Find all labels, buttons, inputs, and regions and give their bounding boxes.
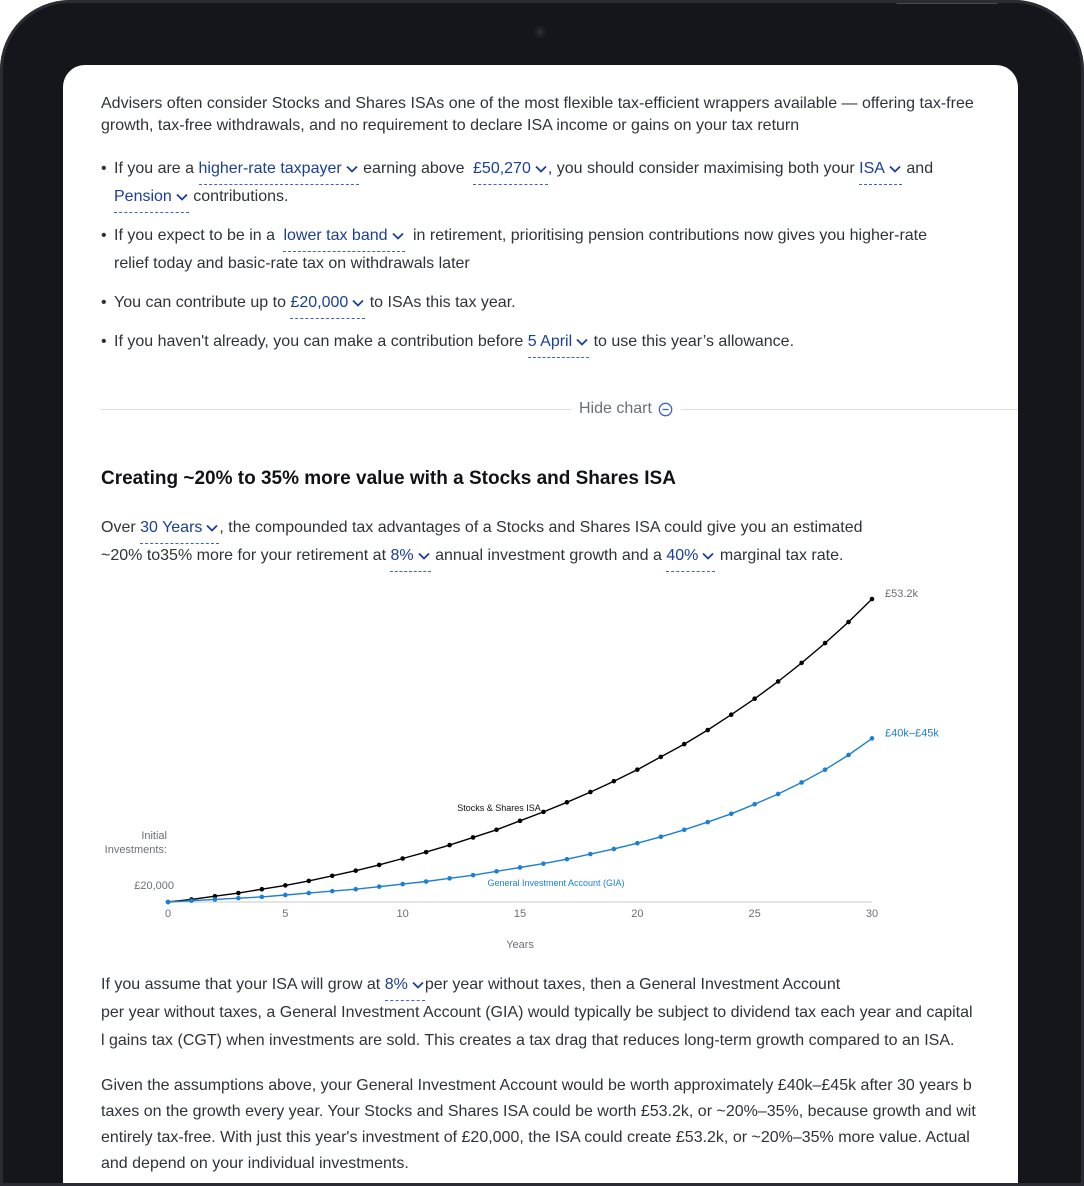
- chevron-down-icon: [351, 296, 365, 310]
- gia-data-point: [846, 753, 851, 758]
- isa-data-point: [447, 843, 452, 848]
- growth-rate-dropdown[interactable]: 8%: [390, 542, 430, 572]
- paragraph-3-line-1: Given the assumptions above, your General Investment Account would be worth approximately £40k–£45k after 30 years b: [101, 1077, 972, 1094]
- isa-data-point: [424, 850, 429, 855]
- gia-data-point: [494, 869, 499, 874]
- isa-data-point: [612, 779, 617, 784]
- years-dropdown[interactable]: 30 Years: [140, 514, 219, 544]
- isa-data-point: [823, 641, 828, 646]
- intro-line-2: growth, tax-free withdrawals, and no requirement to declare ISA income or gains on your tax return: [101, 117, 800, 134]
- y-start-label: £20,000: [134, 880, 174, 892]
- gia-data-point: [400, 882, 405, 887]
- isa-data-point: [705, 728, 710, 733]
- gia-series-label: General Investment Account (GIA): [487, 878, 625, 888]
- isa-data-point: [518, 819, 523, 824]
- isa-data-point: [541, 810, 546, 815]
- bullet-continuation: relief today and basic-rate tax on withdrawals later: [114, 255, 470, 272]
- gia-end-value-label: £40k–£45k: [885, 727, 939, 740]
- chevron-down-icon: [175, 190, 189, 204]
- screen: [63, 65, 1018, 1186]
- isa-data-point: [635, 767, 640, 772]
- allowance-dropdown[interactable]: £20,000: [290, 289, 365, 319]
- x-tick-label: 30: [865, 908, 879, 920]
- gia-data-point: [870, 736, 875, 741]
- gia-data-point: [189, 898, 194, 903]
- camera-icon: [534, 26, 546, 38]
- isa-data-point: [870, 597, 875, 602]
- x-tick-label: 25: [748, 908, 761, 920]
- chevron-down-icon: [411, 978, 425, 992]
- x-tick-label: 5: [282, 908, 289, 920]
- isa-dropdown[interactable]: ISA: [859, 155, 902, 185]
- intro-line-1: Advisers often consider Stocks and Shares ISAs one of the most flexible tax-efficient wrappers available — offering tax-free: [101, 95, 974, 112]
- gia-data-point: [307, 891, 312, 896]
- gia-data-point: [260, 895, 265, 900]
- growth-chart: [101, 580, 981, 960]
- gia-data-point: [236, 896, 241, 901]
- gia-data-point: [330, 889, 335, 894]
- paragraph-3-line-4: and depend on your individual investments.: [101, 1155, 409, 1172]
- isa-series-line: [168, 599, 872, 902]
- chevron-down-icon: [575, 335, 589, 349]
- gia-data-point: [353, 887, 358, 892]
- chevron-down-icon: [888, 162, 902, 176]
- isa-data-point: [236, 891, 241, 896]
- isa-data-point: [494, 827, 499, 832]
- gia-data-point: [424, 879, 429, 884]
- gia-data-point: [752, 802, 757, 807]
- x-tick-label: 15: [513, 908, 527, 920]
- chevron-down-icon: [345, 162, 359, 176]
- taxpayer-dropdown[interactable]: higher-rate taxpayer: [199, 155, 359, 185]
- section-paragraph-line-2: ~20% to35% more for your retirement at 8% annual investment growth and a 40% marginal tax rate.: [101, 542, 843, 572]
- gia-data-point: [799, 780, 804, 785]
- isa-series-label: Stocks & Shares ISA: [457, 803, 541, 813]
- chevron-down-icon: [534, 162, 548, 176]
- isa-data-point: [776, 679, 781, 684]
- isa-data-point: [353, 868, 358, 873]
- gia-data-point: [659, 834, 664, 839]
- isa-data-point: [799, 661, 804, 666]
- section-title: Creating ~20% to 35% more value with a Stocks and Shares ISA: [101, 468, 676, 489]
- x-tick-label: 20: [631, 908, 644, 920]
- gia-data-point: [471, 873, 476, 878]
- gia-data-point: [823, 767, 828, 772]
- gia-data-point: [635, 841, 640, 846]
- gia-data-point: [612, 847, 617, 852]
- isa-data-point: [307, 879, 312, 884]
- isa-data-point: [752, 696, 757, 701]
- bullet-item: • You can contribute up to £20,000 to ISAs this tax year.: [101, 289, 516, 319]
- gia-data-point: [518, 865, 523, 870]
- gia-data-point: [213, 897, 218, 902]
- isa-end-value-label: £53.2k: [885, 588, 919, 600]
- paragraph-3-line-2: taxes on the growth every year. Your Stocks and Shares ISA could be worth £53.2k, or ~20%–35%, because growth and wit: [101, 1103, 976, 1120]
- chevron-down-icon: [391, 229, 405, 243]
- paragraph-3-line-3: entirely tax-free. With just this year's investment of £20,000, the ISA could create £53.2k, or ~20%–35% more value. Actual: [101, 1129, 970, 1146]
- volume-button: [895, 0, 999, 4]
- isa-data-point: [659, 755, 664, 760]
- bullet-item: • If you expect to be in a lower tax band in retirement, prioritising pension contributions now gives you higher-rate: [101, 222, 927, 252]
- gia-data-point: [166, 900, 171, 905]
- x-tick-label: 0: [164, 908, 172, 920]
- isa-data-point: [682, 742, 687, 747]
- y-axis-label-initial: Initial: [141, 830, 167, 842]
- paragraph-2-line-1: If you assume that your ISA will grow at 8% per year without taxes, then a General Investment Account: [101, 971, 840, 1001]
- y-axis-label-investments: Investments:: [104, 844, 167, 856]
- tax-rate-dropdown[interactable]: 40%: [666, 542, 715, 572]
- gia-data-point: [588, 852, 593, 857]
- isa-data-point: [377, 863, 382, 868]
- gia-data-point: [283, 893, 288, 898]
- collapse-icon: [658, 402, 673, 417]
- gia-data-point: [565, 857, 570, 862]
- pension-dropdown[interactable]: Pension: [114, 183, 189, 213]
- gia-data-point: [377, 884, 382, 889]
- chevron-down-icon: [417, 549, 431, 563]
- isa-data-point: [330, 873, 335, 878]
- isa-data-point: [565, 800, 570, 805]
- isa-data-point: [283, 883, 288, 888]
- gia-data-point: [541, 861, 546, 866]
- deadline-dropdown[interactable]: 5 April: [528, 328, 589, 358]
- bullet-item: • If you are a higher-rate taxpayer earning above £50,270 , you should consider maximising both your ISA and: [101, 155, 933, 185]
- gia-data-point: [447, 876, 452, 881]
- isa-growth-dropdown[interactable]: 8%: [385, 971, 425, 1001]
- income-dropdown[interactable]: £50,270: [473, 155, 548, 185]
- isa-data-point: [729, 712, 734, 717]
- paragraph-2-line-3: l gains tax (CGT) when investments are sold. This creates a tax drag that reduces long-term growth compared to an ISA.: [101, 1032, 955, 1049]
- tax-band-dropdown[interactable]: lower tax band: [283, 222, 404, 252]
- gia-data-point: [682, 827, 687, 832]
- divider: [101, 409, 1018, 410]
- chevron-down-icon: [701, 549, 715, 563]
- isa-data-point: [260, 887, 265, 892]
- section-paragraph-line-1: Over 30 Years , the compounded tax advantages of a Stocks and Shares ISA could give you an estimated: [101, 514, 862, 544]
- gia-data-point: [705, 820, 710, 825]
- x-axis-title: Years: [506, 939, 534, 951]
- isa-data-point: [588, 790, 593, 795]
- isa-data-point: [471, 835, 476, 840]
- x-tick-label: 10: [396, 908, 409, 920]
- isa-data-point: [400, 856, 405, 861]
- bullet-continuation: Pension contributions.: [114, 183, 288, 213]
- gia-data-point: [729, 811, 734, 816]
- bullet-item: • If you haven't already, you can make a contribution before 5 April to use this year’s allowance.: [101, 328, 794, 358]
- gia-data-point: [776, 792, 781, 797]
- paragraph-2-line-2: per year without taxes, a General Investment Account (GIA) would typically be subject to dividend tax each year and capital: [101, 1004, 973, 1021]
- chevron-down-icon: [205, 521, 219, 535]
- hide-chart-button[interactable]: Hide chart: [571, 400, 681, 418]
- isa-data-point: [846, 620, 851, 625]
